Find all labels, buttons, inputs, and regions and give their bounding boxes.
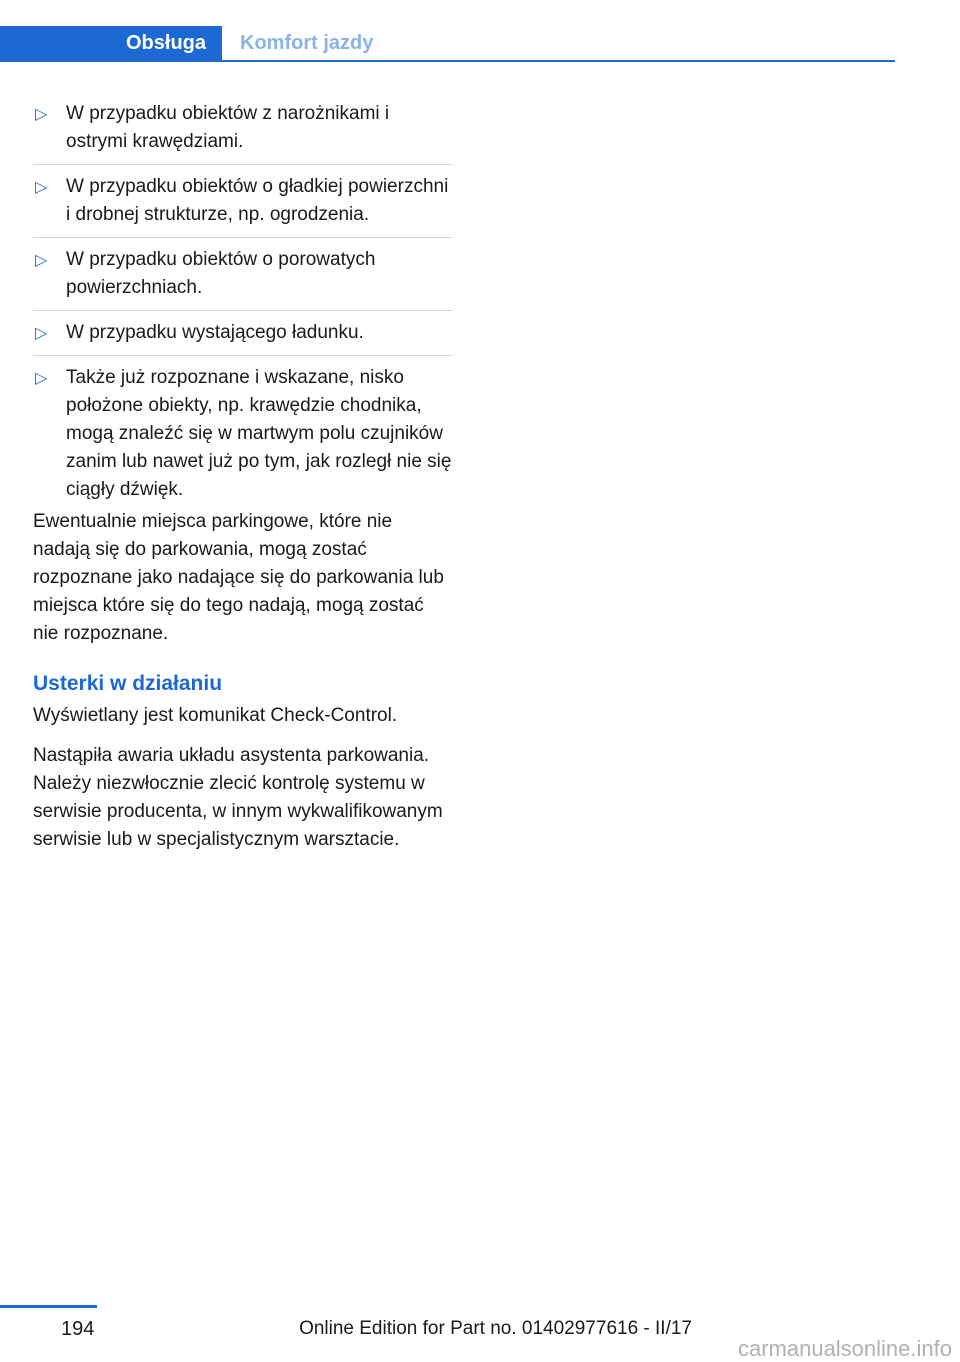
section-title: Usterki w działaniu (33, 672, 223, 695)
list-item-text: W przypadku wystającego ładunku. (66, 322, 364, 343)
page-number: 194 (61, 1318, 95, 1340)
triangle-right-icon: ▷ (35, 179, 48, 196)
list-item-text: W przypadku obiektów o gładkiej powierzchni i drobnej strukturze, np. ogrodzenia. (66, 176, 449, 225)
list-item-text: W przypadku obiektów o porowatych powierzchniach. (66, 249, 376, 298)
list-item-text: Także już rozpoznane i wskazane, nisko położone obiekty, np. krawędzie chodnika, mogą znaleźć się w martwym polu czujników zanim lub nawet już po tym, jak rozległ nie się ciągły dźwięk. (66, 367, 452, 500)
failure-paragraph: Nastąpiła awaria układu asystenta parkowania. Należy niezwłocznie zlecić kontrolę systemu w serwisie producenta, w innym wykwalifikowanym serwisie lub w specjalistycznym warsztacie. (33, 745, 443, 850)
main-content (33, 100, 453, 866)
list-item (33, 319, 453, 356)
list-item (33, 246, 453, 311)
triangle-right-icon: ▷ (35, 370, 48, 387)
list-item-text: W przypadku obiektów z narożnikami i ostrymi krawędziami. (66, 103, 390, 152)
triangle-right-icon: ▷ (35, 325, 48, 342)
parking-spaces-paragraph: Ewentualnie miejsca parkingowe, które nie nadają się do parkowania, mogą zostać rozpoznane jako nadające się do parkowania lub miejsca które się do tego nadają, mogą zostać nie rozpoznane. (33, 511, 444, 644)
header-divider (0, 60, 895, 62)
list-item (33, 173, 453, 238)
list-item (33, 100, 453, 165)
list-item (33, 364, 453, 508)
limitations-list (33, 100, 453, 508)
tab-obsluga[interactable]: Obsługa (0, 26, 222, 61)
edition-info: Online Edition for Part no. 01402977616 - II/17 (299, 1318, 692, 1339)
footer-divider (0, 1305, 97, 1308)
watermark: carmanualsonline.info (737, 1336, 952, 1361)
triangle-right-icon: ▷ (35, 106, 48, 123)
page-header (0, 0, 960, 62)
tab-komfort-jazdy[interactable]: Komfort jazdy (240, 32, 374, 54)
triangle-right-icon: ▷ (35, 252, 48, 269)
check-control-paragraph: Wyświetlany jest komunikat Check-Control. (33, 705, 398, 726)
